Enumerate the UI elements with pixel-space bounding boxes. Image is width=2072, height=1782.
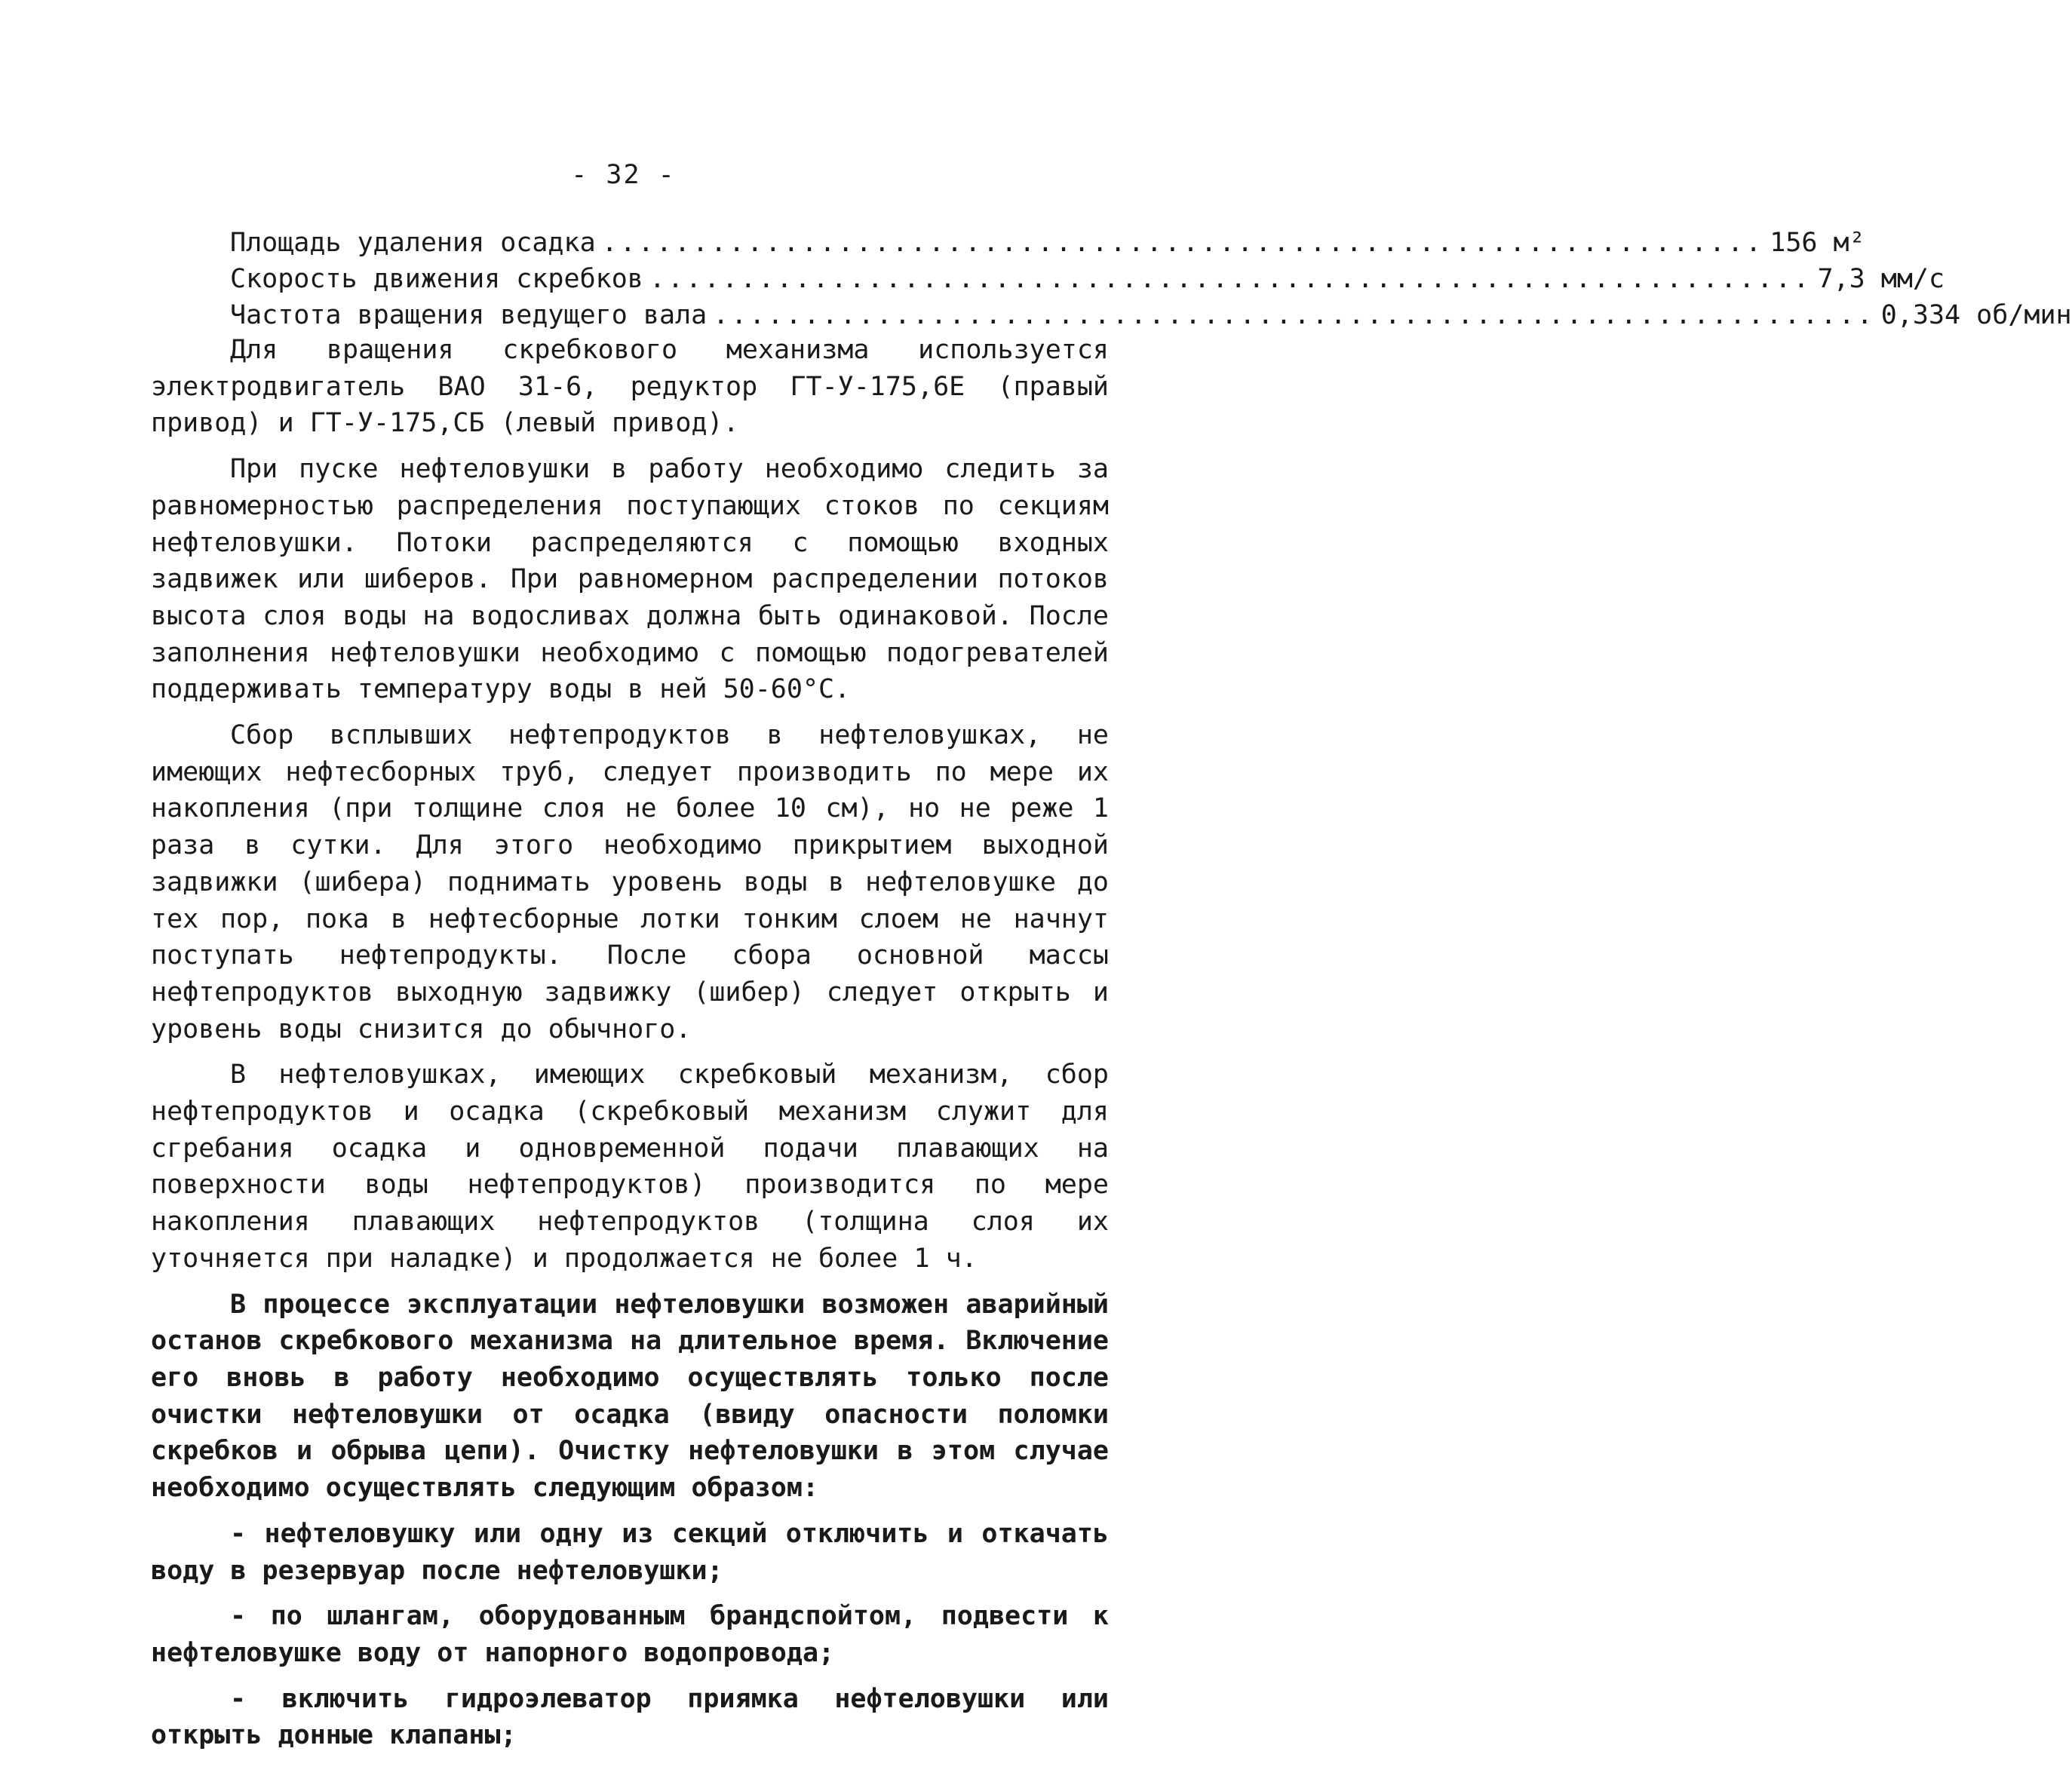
leader-dots: ................................................................ [601, 228, 1764, 258]
spec-label: Частота вращения ведущего вала [230, 300, 708, 330]
document-body [151, 332, 1109, 1754]
paragraph-collection: Сбор всплывших нефтепродуктов в нефтеловушках, не имеющих нефтесборных труб, следует производить по мере их накопления (при толщине слоя не более 10 см), но не реже 1 раза в сутки. Для этого необходимо прикрытием выходной задвижки (шибера) поднимать уровень воды в нефтеловушке до тех пор, пока в нефтесборные лотки тонким слоем не начнут поступать нефтепродукты. После сбора основной массы нефтепродуктов выходную задвижку (шибер) следует открыть и уровень воды снизится до обычного. [151, 720, 1109, 1044]
list-item-elevator: - включить гидроэлеватор приямка нефтеловушки или открыть донные клапаны; [151, 1683, 1109, 1751]
paragraph-scraper-collection: В нефтеловушках, имеющих скребковый механизм, сбор нефтепродуктов и осадка (скребковый механизм служит для сгребания осадка и одновременной подачи плавающих на поверхности воды нефтепродуктов) производится по мере накопления плавающих нефтепродуктов (толщина слоя их уточняется при наладке) и продолжается не более 1 ч. [151, 1060, 1109, 1274]
spec-line-shaft-rotation [230, 297, 2072, 333]
spec-label: Площадь удаления осадка [230, 228, 596, 258]
leader-dots: ................................................................ [713, 300, 1875, 330]
spec-value: 0,334 об/мин [1880, 300, 2072, 330]
spec-line-scraper-speed [230, 261, 1945, 297]
paragraph-drive: Для вращения скребкового механизма используется электродвигатель ВАО 31-6, редуктор ГТ-У-175,6Е (правый привод) и ГТ-У-175,СБ (левый привод). [151, 335, 1109, 439]
spec-label: Скорость движения скребков [230, 264, 643, 294]
paragraph-startup: При пуске нефтеловушки в работу необходимо следить за равномерностью распределения поступающих стоков по секциям нефтеловушки. Потоки распределяются с помощью входных задвижек или шиберов. При равномерном распределении потоков высота слоя воды на водосливах должна быть одинаковой. После заполнения нефтеловушки необходимо с помощью подогревателей поддерживать температуру воды в ней 50-60°С. [151, 454, 1109, 705]
list-item-hoses: - по шлангам, оборудованным брандспойтом, подвести к нефтеловушке воду от напорного водопровода; [151, 1601, 1109, 1668]
list-item-disconnect: - нефтеловушку или одну из секций отключить и откачать воду в резервуар после нефтеловушки; [151, 1518, 1109, 1586]
leader-dots: ................................................................ [649, 264, 1812, 294]
paragraph-emergency-stop: В процессе эксплуатации нефтеловушки возможен аварийный останов скребкового механизма на длительное время. Включение его вновь в работу необходимо осуществлять только после очистки нефтеловушки от осадка (ввиду опасности поломки скребков и обрыва цепи). Очистку нефтеловушки в этом случае необходимо осуществлять следующим образом: [151, 1289, 1109, 1504]
spec-line-sediment-area [230, 225, 1865, 261]
spec-value: 7,3 мм/с [1817, 264, 1945, 294]
spec-value: 156 м² [1770, 228, 1865, 258]
page-number: - 32 - [571, 160, 676, 190]
